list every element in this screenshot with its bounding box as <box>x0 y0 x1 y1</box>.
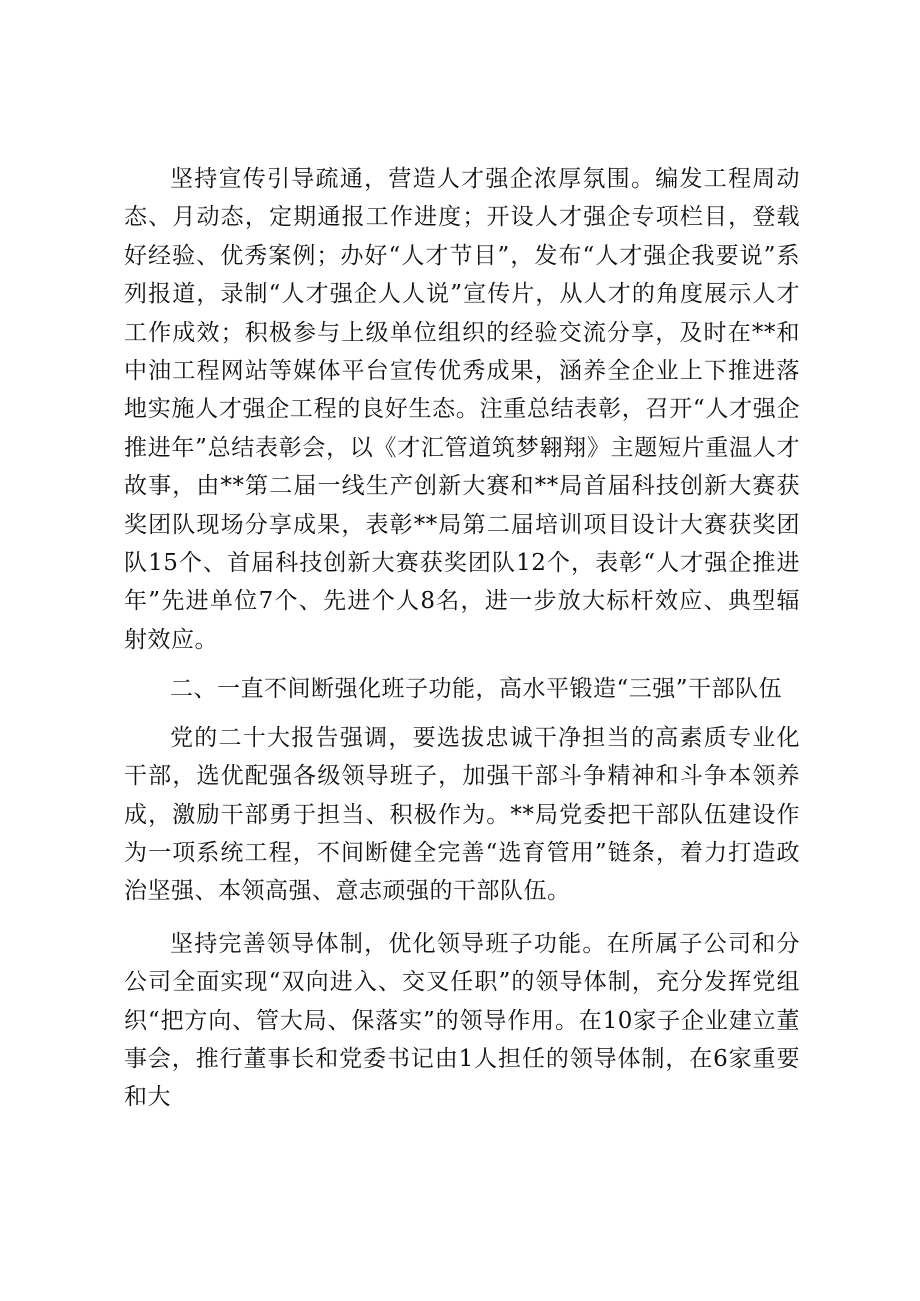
section-heading-two: 二、一直不间断强化班子功能，高水平锻造“三强”干部队伍 <box>170 676 783 703</box>
paragraph-leadership-system: 坚持完善领导体制，优化领导班子功能。在所属子公司和分公司全面实现“双向进入、交叉任职”的领导体制，充分发挥党组织“把方向、管大局、保落实”的领导作用。在10家子企业建立董事会，推行董事长和党委书记由1人担任的领导体制，在6家重要和大 <box>124 930 800 1111</box>
document-body <box>124 160 800 1117</box>
paragraph-publicity: 坚持宣传引导疏通，营造人才强企浓厚氛围。编发工程周动态、月动态，定期通报工作进度；开设人才强企专项栏目，登载好经验、优秀案例；办好“人才节目”，发布“人才强企我要说”系列报道，录制“人才强企人人说”宣传片，从人才的角度展示人才工作成效；积极参与上级单位组织的经验交流分享，及时在**和中油工程网站等媒体平台宣传优秀成果，涵养全企业上下推进落地实施人才强企工程的良好生态。注重总结表彰，召开“人才强企推进年”总结表彰会，以《才汇管道筑梦翱翔》主题短片重温人才故事，由**第二届一线生产创新大赛和**局首届科技创新大赛获奖团队现场分享成果，表彰**局第二届培训项目设计大赛获奖团队15个、首届科技创新大赛获奖团队12个，表彰“人才强企推进年”先进单位7个、先进个人8名，进一步放大标杆效应、典型辐射效应。 <box>124 166 800 653</box>
paragraph-cadre-intro: 党的二十大报告强调，要选拔忠诚干净担当的高素质专业化干部，选优配强各级领导班子，加强干部斗争精神和斗争本领养成，激励干部勇于担当、积极作为。**局党委把干部队伍建设作为一项系统工程，不间断健全完善“选育管用”链条，着力打造政治坚强、本领高强、意志顽强的干部队伍。 <box>124 724 800 905</box>
